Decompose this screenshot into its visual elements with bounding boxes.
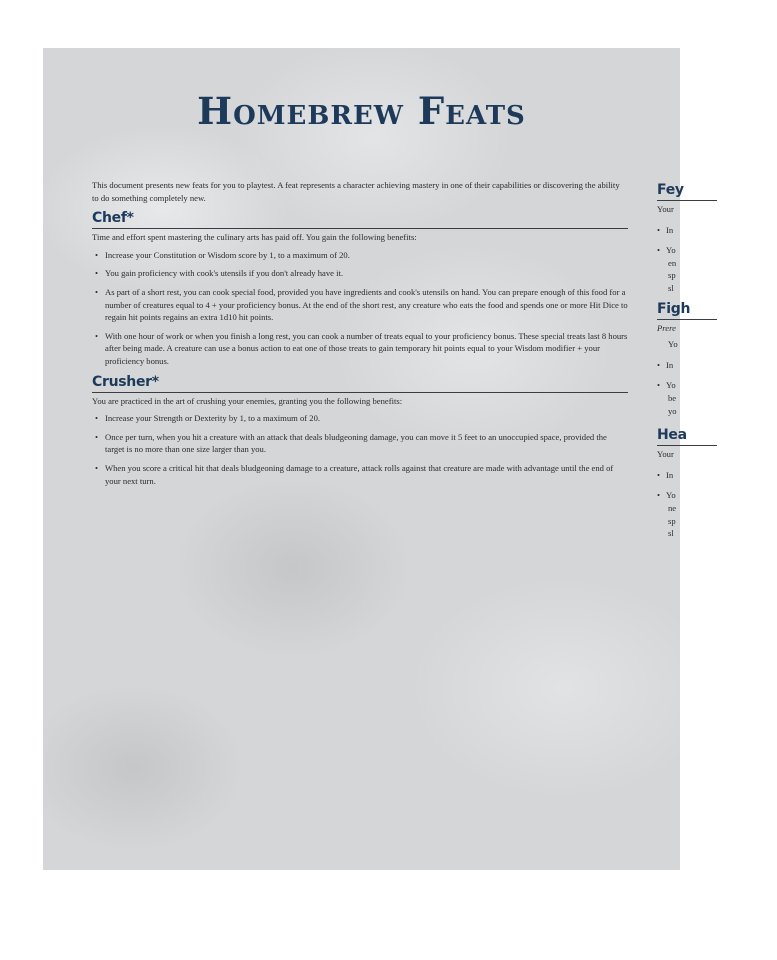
- feat-description-crusher: You are practiced in the art of crushing your enemies, granting you the following benefits:: [92, 395, 403, 406]
- feat-fey: [657, 182, 777, 295]
- document-page: [43, 48, 691, 870]
- section-divider: [92, 392, 628, 393]
- list-item: [92, 286, 628, 324]
- benefit-list-chef: [92, 249, 628, 368]
- bullet-icon: •: [95, 330, 99, 341]
- benefit-text: Once per turn, when you hit a creature with an attack that deals bludgeoning damage, you can move it 5 feet to an unoccupied space, provided the target is no more than one size larger than you.: [105, 431, 607, 455]
- bullet-icon: •: [95, 249, 99, 260]
- feat-description-fighter: Yo: [668, 339, 678, 350]
- bullet-icon: •: [657, 359, 661, 370]
- bullet-icon: •: [95, 413, 99, 424]
- benefit-text: sp: [668, 515, 676, 526]
- benefit-text: sp: [668, 270, 676, 281]
- benefit-text: Increase your Strength or Dexterity by 1, to a maximum of 20.: [105, 413, 321, 424]
- bullet-icon: •: [657, 224, 661, 235]
- right-column-clipped: [657, 182, 777, 540]
- list-item: [92, 249, 628, 262]
- list-item: [92, 267, 628, 280]
- list-item: [92, 330, 628, 368]
- benefit-text: Yo: [666, 380, 676, 391]
- feat-description-fey: Your: [657, 204, 674, 214]
- benefit-text: As part of a short rest, you can cook special food, provided you have ingredients and cook's utensils on hand. You can prepare enough of this food for a number of creatures equal to 4 + your proficiency bonus. At the end of the short rest, any creature who eats the food and spends one or more Hit Dice to regain hit points regains an extra 1d10 hit points.: [105, 286, 628, 323]
- benefit-text: You gain proficiency with cook's utensils if you don't already have it.: [105, 268, 344, 279]
- feat-chef: [92, 210, 628, 367]
- list-item: [657, 489, 777, 502]
- bullet-icon: •: [657, 490, 661, 501]
- feat-title-healer: Hea: [657, 427, 687, 444]
- list-item: [92, 462, 628, 487]
- intro-paragraph: This document presents new feats for you to playtest. A feat represents a character achieving mastery in one of their capabilities or discovering the ability to do something completely new.: [92, 180, 620, 203]
- list-item: [92, 412, 628, 425]
- benefit-text: When you score a critical hit that deals bludgeoning damage to a creature, attack rolls against that creature are made with advantage until the end of your next turn.: [105, 462, 614, 486]
- benefit-text: Increase your Constitution or Wisdom score by 1, to a maximum of 20.: [105, 249, 350, 260]
- section-divider: [657, 319, 717, 320]
- feat-title-crusher: Crusher*: [92, 373, 159, 390]
- feat-description-healer: Your: [657, 449, 674, 460]
- list-item: [92, 431, 628, 456]
- section-divider: [657, 200, 717, 201]
- benefit-text: sl: [668, 282, 674, 293]
- bullet-icon: •: [95, 462, 99, 473]
- document-title: Homebrew Feats: [197, 89, 526, 133]
- benefit-text: In: [666, 359, 674, 370]
- feat-healer: [657, 427, 777, 540]
- feat-title-fey: Fey: [657, 182, 684, 198]
- feat-fighter: [657, 301, 777, 418]
- benefit-text: ne: [668, 502, 677, 513]
- feat-title-fighter: Figh: [657, 300, 691, 317]
- list-item: [657, 379, 777, 392]
- bullet-icon: •: [95, 431, 99, 442]
- bullet-icon: •: [95, 268, 99, 279]
- feat-title-chef: Chef*: [92, 210, 134, 227]
- benefit-text: Yo: [666, 490, 676, 501]
- benefit-text: In: [666, 469, 674, 480]
- main-column: [92, 179, 628, 493]
- benefit-text: sl: [668, 528, 674, 539]
- benefit-text: be: [668, 392, 677, 403]
- feat-prerequisite: Prere: [657, 322, 676, 333]
- benefit-text: In: [666, 224, 674, 235]
- feat-description-chef: Time and effort spent mastering the culinary arts has paid off. You gain the following benefits:: [92, 232, 417, 243]
- benefit-list-crusher: [92, 412, 628, 487]
- benefit-text: yo: [668, 405, 677, 416]
- list-item: [657, 469, 777, 482]
- bullet-icon: •: [95, 286, 99, 297]
- feat-crusher: [92, 374, 628, 488]
- bullet-icon: •: [657, 469, 661, 480]
- section-divider: [92, 228, 628, 229]
- bullet-icon: •: [657, 245, 661, 256]
- section-divider: [657, 445, 717, 446]
- benefit-text: With one hour of work or when you finish a long rest, you can cook a number of treats equal to your proficiency bonus. These special treats last 8 hours after being made. A creature can use a bonus action to eat one of those treats to gain temporary hit points equal to your Wisdom modifier + your proficiency bonus.: [105, 330, 628, 366]
- list-item: [657, 359, 777, 372]
- list-item: [657, 244, 777, 257]
- list-item: [657, 224, 777, 237]
- benefit-text: Yo: [666, 245, 676, 256]
- benefit-text: en: [668, 257, 677, 268]
- bullet-icon: •: [657, 380, 661, 391]
